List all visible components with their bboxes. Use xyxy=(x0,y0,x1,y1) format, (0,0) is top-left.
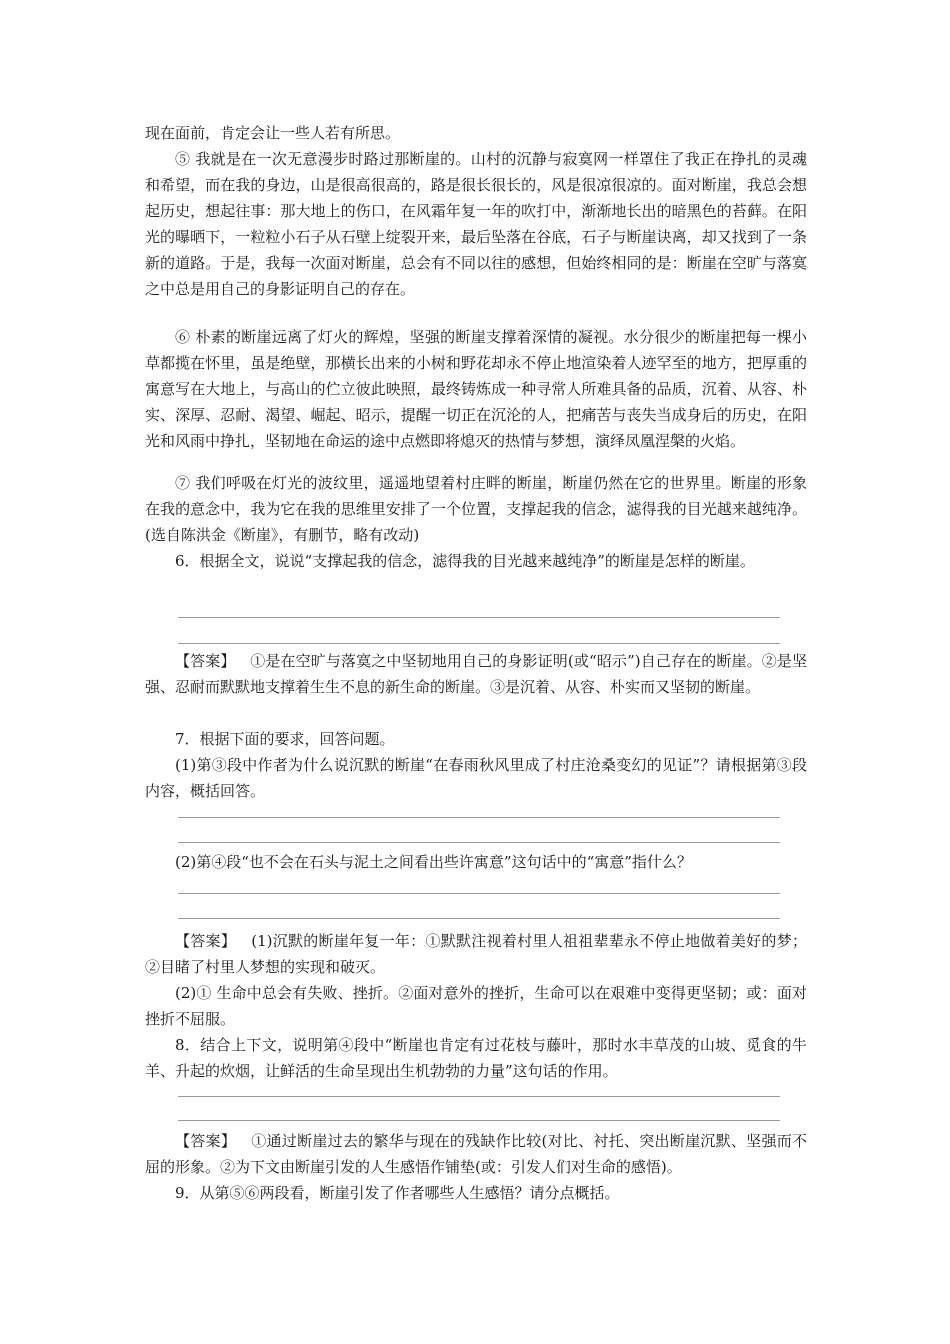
question-7: 7．根据下面的要求，回答问题。 xyxy=(175,730,395,748)
answer-blank-line xyxy=(178,893,780,894)
answer-blank-line xyxy=(178,1120,780,1121)
question-7-1: (1)第③段中作者为什么说沉默的断崖“在春雨秋风里成了村庄沧桑变幻的见证”？请根据第③段内容，概括回答。 xyxy=(145,756,807,800)
answer-8 xyxy=(145,1128,807,1180)
passage-paragraph-5: ⑤ 我就是在一次无意漫步时路过那断崖的。山村的沉静与寂寞网一样罩住了我正在挣扎的灵魂和希望，而在我的身边，山是很高很高的，路是很长很长的，风是很凉很凉的。面对断崖，我总会想起历史，想起往事：那大地上的伤口，在风霜年复一年的吹打中，渐渐地长出的暗黑色的苔藓。在阳光的曝晒下，一粒粒小石子从石壁上绽裂开来，最后坠落在谷底，石子与断崖诀离，却又找到了一条新的道路。于是，我每一次面对断崖，总会有不同以往的感想，但始终相同的是：断崖在空旷与落寞之中总是用自己的身影证明自己的存在。 xyxy=(145,150,807,298)
passage-paragraph-7: ⑦ 我们呼吸在灯光的波纹里，遥遥地望着村庄畔的断崖，断崖仍然在它的世界里。断崖的形象在我的意念中，我为它在我的思维里安排了一个位置，支撑起我的信念，滤得我的目光越来越纯净。(选自陈洪金《断崖》，有删节，略有改动) xyxy=(145,474,807,544)
answer-blank-line xyxy=(178,817,780,818)
answer-blank-line xyxy=(178,918,780,919)
answer-tag: 【答案】 xyxy=(175,652,236,670)
answer-8-text: ①通过断崖过去的繁华与现在的残缺作比较(对比、衬托、突出断崖沉默、坚强而不屈的形象。②为下文由断崖引发的人生感悟作铺垫(或：引发人们对生命的感悟)。 xyxy=(145,1132,807,1176)
answer-blank-line xyxy=(178,643,780,644)
answer-7-1-text: (1)沉默的断崖年复一年：①默默注视着村里人祖祖辈辈永不停止地做着美好的梦；②目睹了村里人梦想的实现和破灭。 xyxy=(145,932,807,976)
question-7-2: (2)第④段“也不会在石头与泥土之间看出些许寓意”这句话中的“寓意”指什么？ xyxy=(175,853,692,871)
answer-tag: 【答案】 xyxy=(175,932,237,950)
answer-6 xyxy=(145,648,807,700)
answer-7-1 xyxy=(145,928,807,980)
answer-7-2: (2)① 生命中总会有失败、挫折。②面对意外的挫折，生命可以在艰难中变得更坚韧；或：面对挫折不屈服。 xyxy=(145,984,807,1028)
answer-tag: 【答案】 xyxy=(175,1132,237,1150)
passage-paragraph-4-end: 现在面前，肯定会让一些人若有所思。 xyxy=(145,124,401,142)
question-9: 9．从第⑤⑥两段看，断崖引发了作者哪些人生感悟？请分点概括。 xyxy=(175,1184,620,1202)
answer-blank-line xyxy=(178,1096,780,1097)
question-6: 6．根据全文，说说“支撑起我的信念，滤得我的目光越来越纯净”的断崖是怎样的断崖。 xyxy=(175,552,755,570)
answer-blank-line xyxy=(178,617,780,618)
answer-blank-line xyxy=(178,842,780,843)
answer-6-text: ①是在空旷与落寞之中坚韧地用自己的身影证明(或“昭示”)自己存在的断崖。②是坚强、忍耐而默默地支撑着生生不息的新生命的断崖。③是沉着、从容、朴实而又坚韧的断崖。 xyxy=(145,652,807,696)
passage-paragraph-6: ⑥ 朴素的断崖远离了灯火的辉煌，坚强的断崖支撑着深情的凝视。水分很少的断崖把每一棵小草都揽在怀里，虽是绝壁，那横长出来的小树和野花却永不停止地渲染着人迹罕至的地方，把厚重的寓意写在大地上，与高山的伫立彼此映照，最终铸炼成一种寻常人所难具备的品质，沉着、从容、朴实、深厚、忍耐、渴望、崛起、昭示，提醒一切正在沉沦的人，把痛苦与丧失当成身后的历史，在阳光和风雨中挣扎，坚韧地在命运的途中点燃即将熄灭的热情与梦想，演绎凤凰涅槃的火焰。 xyxy=(145,328,807,450)
question-8: 8．结合上下文，说明第④段中“断崖也肯定有过花枝与藤叶，那时水丰草茂的山坡、觅食的牛羊、升起的炊烟，让鲜活的生命呈现出生机勃勃的力量”这句话的作用。 xyxy=(145,1036,807,1080)
